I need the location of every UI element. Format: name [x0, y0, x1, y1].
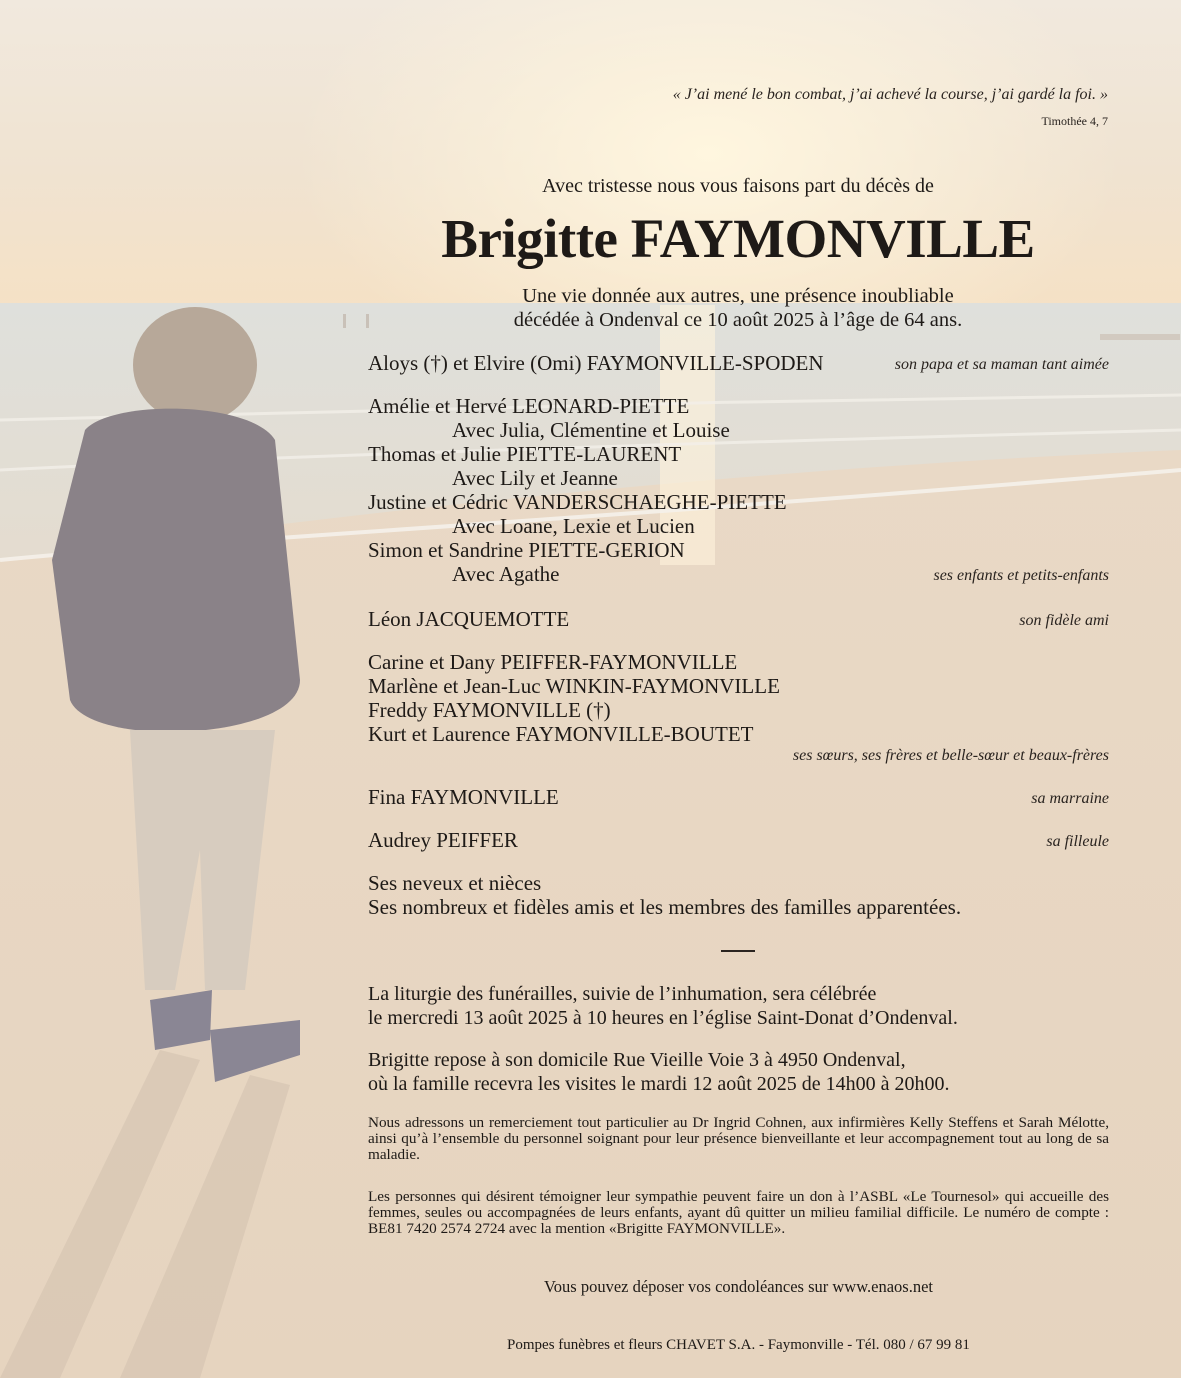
family-row: Carine et Dany PEIFFER-FAYMONVILLE [368, 650, 738, 674]
announcement-intro: Avec tristesse nous vous faisons part du décès de [542, 175, 934, 197]
goddaughter-entry [368, 828, 1109, 852]
family-row [368, 607, 1109, 631]
tagline-line-2: décédée à Ondenval ce 10 août 2025 à l’âge de 64 ans. [513, 309, 963, 331]
friend-name: Léon JACQUEMOTTE [368, 607, 570, 631]
family-row [368, 785, 1109, 809]
family-row: Avec Loane, Lexie et Lucien [452, 514, 695, 538]
godmother-entry [368, 785, 1109, 809]
bible-quote-reference: Timothée 4, 7 [1041, 114, 1108, 128]
visitation-text [368, 1048, 1109, 1096]
family-row: Freddy FAYMONVILLE (†) [368, 698, 611, 722]
family-row: Kurt et Laurence FAYMONVILLE-BOUTET [368, 722, 754, 746]
family-row: Ses nombreux et fidèles amis et les membres des familles apparentées. [368, 895, 962, 919]
deceased-name: Brigitte FAYMONVILLE [441, 208, 1035, 269]
family-row: Simon et Sandrine PIETTE-GERION [368, 538, 685, 562]
funeral-home-footer: Pompes funèbres et fleurs CHAVET S.A. - Faymonville - Tél. 080 / 67 99 81 [507, 1337, 970, 1353]
friend-entry [368, 607, 1109, 631]
family-row-text: Avec Agathe [452, 562, 560, 586]
ceremony-text [368, 982, 1109, 1030]
family-row: Avec Lily et Jeanne [452, 466, 618, 490]
visitation-line-1: Brigitte repose à son domicile Rue Vieille Voie 3 à 4950 Ondenval, [368, 1049, 906, 1071]
goddaughter-name: Audrey PEIFFER [368, 828, 518, 852]
godmother-role: sa marraine [1031, 790, 1109, 807]
others-entry [368, 871, 1109, 919]
siblings-list [368, 650, 1109, 766]
family-row [368, 828, 1109, 852]
announcement-tagline [368, 284, 1108, 332]
children-role: ses enfants et petits-enfants [933, 567, 1109, 584]
family-row: Ses neveux et nièces [368, 871, 542, 895]
family-row: Justine et Cédric VANDERSCHAEGHE-PIETTE [368, 490, 787, 514]
separator-line [721, 950, 755, 952]
family-row: Marlène et Jean-Luc WINKIN-FAYMONVILLE [368, 674, 780, 698]
family-row: Thomas et Julie PIETTE-LAURENT [368, 442, 682, 466]
family-row [368, 562, 1109, 586]
godmother-name: Fina FAYMONVILLE [368, 785, 559, 809]
goddaughter-role: sa filleule [1046, 833, 1109, 850]
parents-role: son papa et sa maman tant aimée [894, 356, 1109, 373]
friend-role: son fidèle ami [1019, 612, 1109, 629]
tagline-line-1: Une vie donnée aux autres, une présence inoubliable [522, 285, 954, 307]
family-row [368, 351, 1109, 375]
ceremony-line-2: le mercredi 13 août 2025 à 10 heures en l’église Saint-Donat d’Ondenval. [368, 1007, 958, 1029]
ceremony-line-1: La liturgie des funérailles, suivie de l’inhumation, sera célébrée [368, 983, 877, 1005]
children-list [368, 394, 1109, 586]
donation-text: Les personnes qui désirent témoigner leur sympathie peuvent faire un don à l’ASBL «Le Tournesol» qui accueille des femmes, seules ou accompagnées de leurs enfants, ayant dû quitter un milieu familial difficile. Le numéro de compte : BE81 7420 2574 2724 avec la mention «Brigitte FAYMONVILLE». [368, 1188, 1109, 1237]
condolences-text: Vous pouvez déposer vos condoléances sur www.enaos.net [543, 1277, 934, 1296]
siblings-role: ses sœurs, ses frères et belle-sœur et beaux-frères [792, 747, 1109, 764]
family-row: Avec Julia, Clémentine et Louise [452, 418, 730, 442]
thanks-text: Nous adressons un remerciement tout particulier au Dr Ingrid Cohnen, aux infirmières Kelly Steffens et Sarah Mélotte, ainsi qu’à l’ensemble du personnel soignant pour leur présence bienveillante et leur accompagnement tout au long de sa maladie. [368, 1114, 1109, 1163]
bible-quote: « J’ai mené le bon combat, j’ai achevé la course, j’ai gardé la foi. » [672, 86, 1108, 103]
parents-entry [368, 351, 1109, 375]
family-row: Amélie et Hervé LEONARD-PIETTE [368, 394, 690, 418]
visitation-line-2: où la famille recevra les visites le mardi 12 août 2025 de 14h00 à 20h00. [368, 1073, 950, 1095]
parents-name: Aloys (†) et Elvire (Omi) FAYMONVILLE-SPODEN [368, 351, 824, 375]
